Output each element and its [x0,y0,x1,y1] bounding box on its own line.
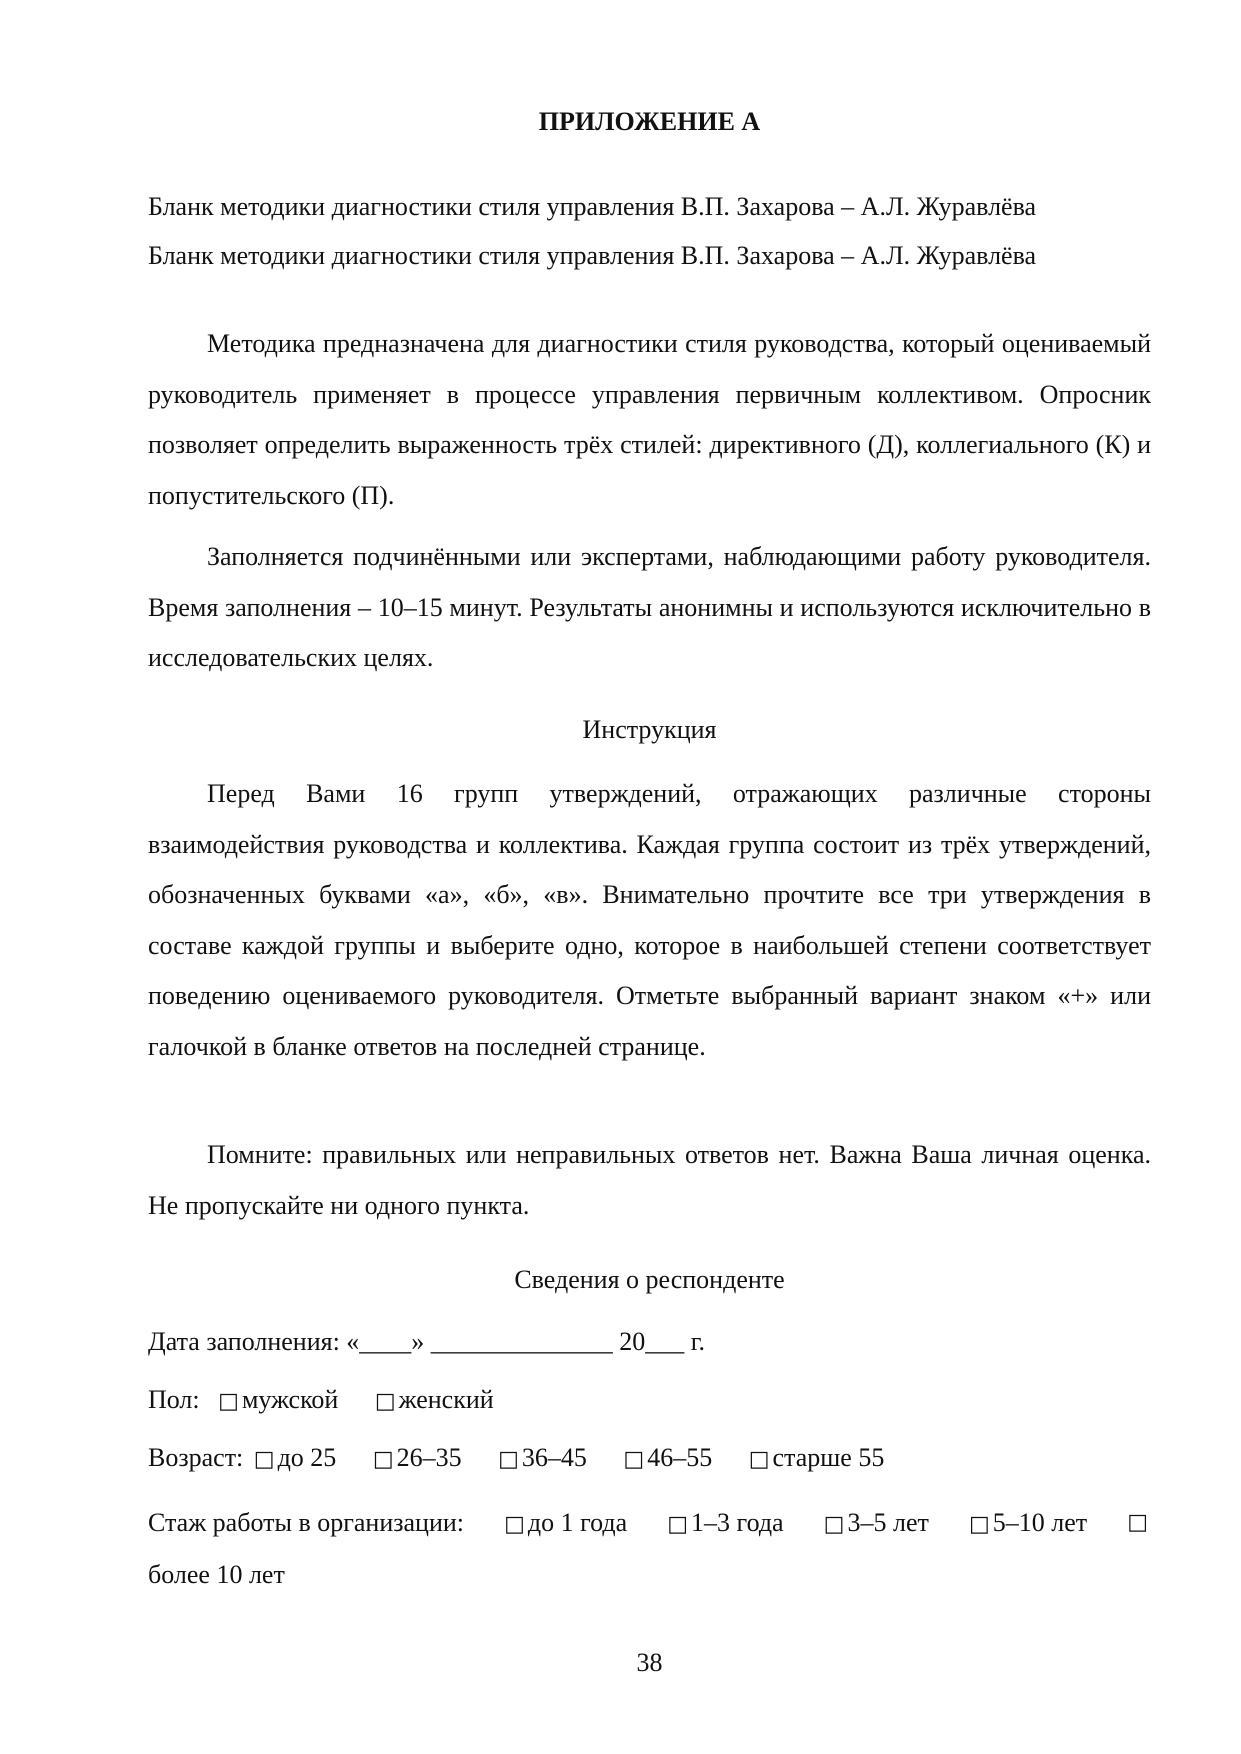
experience-option-3-5[interactable]: □ 3–5 лет [823,1508,929,1537]
date-field[interactable]: Дата заполнения: «____» ______________ 20___ г. [148,1327,706,1356]
experience-option-over-10[interactable]: более 10 лет [148,1560,285,1589]
instruction-heading: Инструкция [582,715,717,744]
experience-label: Стаж работы в организации: [148,1508,465,1537]
appendix-title: ПРИЛОЖЕНИЕ А [538,107,761,136]
checkbox-icon[interactable]: □ [498,1447,519,1472]
checkbox-icon[interactable]: □ [504,1512,525,1537]
age-label: Возраст: [148,1443,244,1472]
gender-option-male[interactable]: □ мужской [218,1385,339,1414]
experience-option-under-1[interactable]: □ до 1 года [504,1508,628,1537]
checkbox-icon[interactable]: □ [968,1512,990,1537]
gender-field [148,1384,1151,1418]
page-number: 38 [636,1648,663,1677]
checkbox-icon[interactable]: □ [623,1447,645,1472]
gender-option-female[interactable]: □ женский [374,1385,494,1414]
paragraph-fill-info: Заполняется подчинёнными или экспертами, наблюдающими работу руководителя. Время заполнения – 10–15 минут. Результаты анонимны и используются исключительно в исследовательских целях. [148,542,1151,672]
experience-option-5-10[interactable]: □ 5–10 лет [968,1508,1088,1537]
paragraph-instruction: Перед Вами 16 групп утверждений, отражающих различные стороны взаимодействия руководства и коллектива. Каждая группа состоит из трёх утверждений, обозначенных буквами «а», «б», «в». Внимательно прочтите все три утверждения в составе каждой группы и выберите одно, которое в наибольшей степени соответствует поведению оцениваемого руководителя. Отметьте выбранный вариант знаком «+» или галочкой в бланке ответов на последней странице. [148,779,1151,1061]
age-option-over-55[interactable]: □ старше 55 [748,1443,885,1472]
document-page [148,0,1151,1754]
age-option-46-55[interactable]: □ 46–55 [623,1443,713,1472]
checkbox-icon[interactable]: □ [823,1512,845,1537]
checkbox-icon[interactable]: □ [667,1512,689,1537]
experience-field [148,1498,1151,1600]
paragraph-purpose: Методика предназначена для диагностики стиля руководства, который оцениваемый руководитель применяет в процессе управления первичным коллективом. Опросник позволяет определить выраженность трёх стилей: директивного (Д), коллегиального (К) и попустительского (П). [148,329,1151,510]
age-option-26-35[interactable]: □ 26–35 [372,1443,462,1472]
age-field [148,1442,1151,1476]
form-subtitle-line-1: Бланк методики диагностики стиля управления В.П. Захарова – А.Л. Журавлёва [148,192,1037,221]
checkbox-icon[interactable]: □ [748,1447,770,1472]
checkbox-icon[interactable]: □ [218,1389,239,1414]
experience-option-1-3[interactable]: □ 1–3 года [667,1508,784,1537]
age-option-36-45[interactable]: □ 36–45 [498,1443,587,1472]
form-subtitle-line-2: Бланк методики диагностики стиля управления В.П. Захарова – А.Л. Журавлёва [148,241,1037,270]
checkbox-icon[interactable]: □ [374,1389,396,1414]
gender-label: Пол: [148,1385,200,1414]
paragraph-reminder: Помните: правильных или неправильных ответов нет. Важна Ваша личная оценка. Не пропускайте ни одного пункта. [148,1140,1151,1220]
checkbox-icon[interactable]: □ [253,1447,275,1472]
age-option-under-25[interactable]: □ до 25 [253,1443,337,1472]
respondent-heading: Сведения о респонденте [514,1265,785,1294]
checkbox-icon[interactable]: □ [1127,1510,1148,1535]
checkbox-icon[interactable]: □ [372,1447,394,1472]
